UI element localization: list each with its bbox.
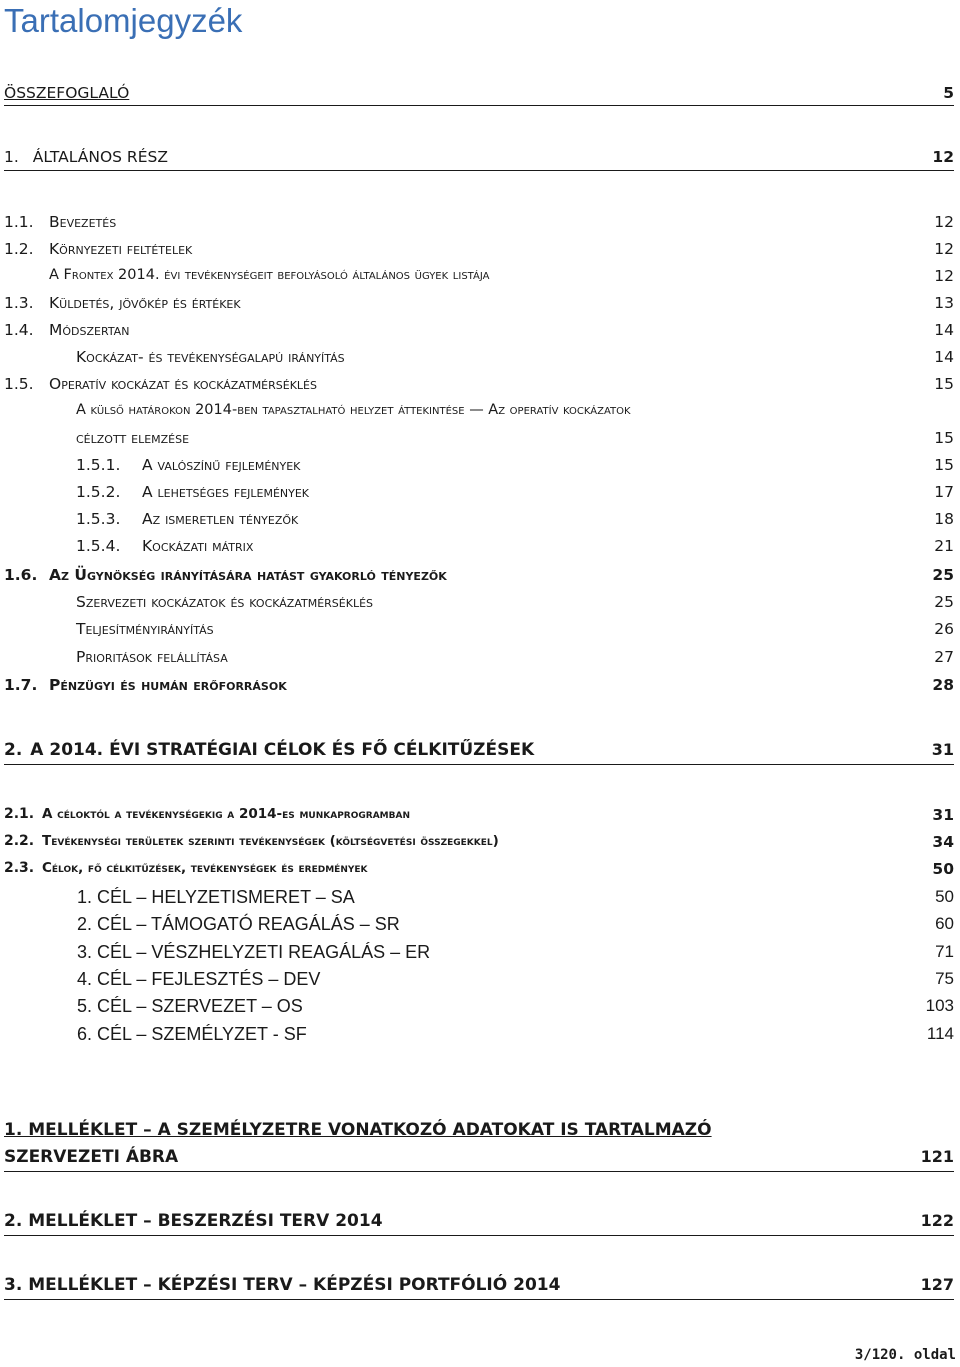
toc-entry-lehetseges[interactable] (0, 483, 960, 509)
toc-entry-cel-2[interactable] (0, 914, 960, 940)
toc-page: 75 (935, 969, 954, 988)
toc-label: 3. MELLÉKLET – KÉPZÉSI TERV – KÉPZÉSI PORTFÓLIÓ 2014 (4, 1275, 561, 1295)
toc-entry-celzott-elemzes[interactable] (0, 429, 960, 455)
toc-label: Pénzügyi és humán erőforrások (49, 676, 287, 694)
toc-entry-melleklet-1[interactable] (0, 1120, 960, 1146)
toc-page: 15 (934, 375, 954, 393)
toc-entry-melleklet-2[interactable] (0, 1211, 960, 1237)
toc-number: 1.5.1. (76, 456, 121, 474)
toc-underline (4, 170, 954, 171)
page-number-footer: 3/120. oldal (854, 1347, 956, 1363)
toc-entry-celok-eredmenyek[interactable] (0, 860, 960, 886)
toc-number: 1.5.2. (76, 483, 121, 501)
toc-entry-cel-5[interactable] (0, 996, 960, 1022)
toc-underline (4, 1235, 954, 1236)
toc-entry-teljesitmenyiranyitas[interactable] (0, 620, 960, 646)
toc-entry-kulso-hatarok[interactable] (0, 402, 960, 428)
toc-label: A külső határokon 2014-ben tapasztalható helyzet áttekintése — Az operatív kockázatok (76, 402, 631, 418)
toc-number: 1.3. (4, 294, 34, 312)
toc-entry-kuldetes[interactable] (0, 294, 960, 320)
toc-entry-ugynokseg-iranyitas[interactable] (0, 566, 960, 592)
toc-label: A lehetséges fejlemények (142, 483, 310, 501)
toc-entry-valoszinu[interactable] (0, 456, 960, 482)
toc-label: Szervezeti kockázatok és kockázatmérséklés (76, 593, 374, 611)
toc-label: Teljesítményirányítás (76, 620, 214, 638)
toc-page: 28 (932, 676, 954, 694)
toc-label: Kockázat- és tevékenységalapú irányítás (76, 348, 345, 366)
toc-entry-prioritasok[interactable] (0, 648, 960, 674)
toc-page: 50 (935, 887, 954, 906)
toc-page: 127 (920, 1275, 954, 1294)
toc-entry-bevezetes[interactable] (0, 213, 960, 239)
toc-underline (4, 764, 954, 765)
toc-page: 14 (934, 348, 954, 366)
toc-label: 5. CÉL – SZERVEZET – OS (77, 996, 303, 1016)
toc-label: Bevezetés (49, 213, 117, 231)
toc-page: 14 (934, 321, 954, 339)
toc-number: 1. (4, 148, 19, 166)
toc-number: 1.7. (4, 676, 38, 694)
toc-page: 25 (932, 566, 954, 584)
toc-label: 1. CÉL – HELYZETISMERET – SA (77, 887, 355, 907)
toc-label: Célok, fő célkitűzések, tevékenységek és eredmények (42, 860, 368, 876)
toc-number: 2.3. (4, 860, 35, 876)
toc-page: 122 (920, 1211, 954, 1230)
toc-number: 1.4. (4, 321, 34, 339)
toc-page: 114 (926, 1024, 954, 1043)
toc-entry-osszefoglalo[interactable] (0, 84, 960, 110)
toc-label: Kockázati mátrix (142, 537, 254, 555)
toc-entry-kockazat-iranyitas[interactable] (0, 348, 960, 374)
toc-page: 17 (934, 483, 954, 501)
toc-page: 15 (934, 429, 954, 447)
toc-underline (4, 1171, 954, 1172)
toc-page: 27 (934, 648, 954, 666)
toc-number: 2.1. (4, 806, 35, 822)
toc-label: Küldetés, jövőkép és értékek (49, 294, 241, 312)
toc-label: 4. CÉL – FEJLESZTÉS – DEV (77, 969, 321, 989)
toc-entry-frontex-ugyek[interactable] (0, 267, 960, 293)
toc-label: 2. CÉL – TÁMOGATÓ REAGÁLÁS – SR (77, 914, 400, 934)
toc-label: 3. CÉL – VÉSZHELYZETI REAGÁLÁS – ER (77, 942, 431, 962)
toc-entry-cel-6[interactable] (0, 1024, 960, 1050)
toc-entry-celoktol-tevekenysegekig[interactable] (0, 806, 960, 832)
toc-label: A 2014. ÉVI STRATÉGIAI CÉLOK ÉS FŐ CÉLKITŰZÉSEK (30, 740, 535, 760)
toc-page: 34 (932, 833, 954, 851)
toc-number: 2.2. (4, 833, 35, 849)
toc-label: célzott elemzése (76, 429, 190, 447)
toc-entry-operativ-kockazat[interactable] (0, 375, 960, 401)
toc-entry-modszertan[interactable] (0, 321, 960, 347)
toc-label: Környezeti feltételek (49, 240, 193, 258)
toc-label: Az ismeretlen tényezők (142, 510, 299, 528)
toc-label: 2. MELLÉKLET – BESZERZÉSI TERV 2014 (4, 1211, 383, 1231)
toc-page: 50 (932, 860, 954, 878)
toc-page: 121 (920, 1147, 954, 1166)
toc-entry-melleklet-1-cont[interactable] (0, 1147, 960, 1173)
toc-label: ÁLTALÁNOS RÉSZ (32, 148, 168, 166)
toc-label: Tevékenységi területek szerinti tevékenységek (költségvetési összegekkel) (42, 833, 499, 849)
toc-entry-tevekenysegi-teruletek[interactable] (0, 833, 960, 859)
toc-label: Módszertan (49, 321, 130, 339)
toc-label: ÖSSZEFOGLALÓ (4, 84, 130, 102)
toc-entry-kornyezeti-feltetelek[interactable] (0, 240, 960, 266)
toc-page: 12 (932, 148, 954, 166)
toc-page: 60 (935, 914, 954, 933)
toc-entry-cel-1[interactable] (0, 887, 960, 913)
toc-underline (4, 105, 954, 106)
toc-entry-cel-3[interactable] (0, 942, 960, 968)
toc-page: 71 (935, 942, 954, 961)
toc-number: 1.5. (4, 375, 34, 393)
toc-number: 1.2. (4, 240, 34, 258)
toc-entry-penzugyi-human[interactable] (0, 676, 960, 702)
toc-number: 2. (4, 740, 23, 760)
toc-number: 1.5.3. (76, 510, 121, 528)
toc-page: 25 (934, 593, 954, 611)
toc-entry-melleklet-3[interactable] (0, 1275, 960, 1301)
toc-entry-cel-4[interactable] (0, 969, 960, 995)
toc-page: 31 (932, 806, 954, 824)
toc-label: Prioritások felállítása (76, 648, 228, 666)
toc-label: Az Ügynökség irányítására hatást gyakorló tényezők (49, 566, 447, 584)
toc-number: 1.6. (4, 566, 38, 584)
toc-label: A Frontex 2014. évi tevékenységeit befolyásoló általános ügyek listája (49, 267, 490, 283)
toc-entry-szervezeti-kockazatok[interactable] (0, 593, 960, 619)
toc-label: 1. MELLÉKLET – A SZEMÉLYZETRE VONATKOZÓ ADATOKAT IS TARTALMAZÓ (4, 1120, 712, 1140)
toc-page: 15 (934, 456, 954, 474)
toc-entry-kockazati-matrix[interactable] (0, 537, 960, 563)
toc-label: 6. CÉL – SZEMÉLYZET - SF (77, 1024, 307, 1044)
toc-page: 31 (931, 740, 954, 759)
toc-label: Operatív kockázat és kockázatmérséklés (49, 375, 317, 393)
toc-page: 21 (934, 537, 954, 555)
toc-underline (4, 1299, 954, 1300)
toc-page: 12 (934, 213, 954, 231)
toc-label: A célοktól a tevékenységekig a 2014-es munkaprogramban (42, 806, 410, 822)
page-title: Tartalomjegyzék (4, 2, 243, 39)
toc-page: 26 (934, 620, 954, 638)
toc-page: 5 (943, 84, 954, 102)
toc-page: 13 (934, 294, 954, 312)
toc-page: 18 (934, 510, 954, 528)
toc-entry-strategiai-celok[interactable] (0, 740, 960, 766)
toc-entry-ismeretlen[interactable] (0, 510, 960, 536)
toc-number: 1.1. (4, 213, 34, 231)
toc-label: A valószínű fejlemények (142, 456, 301, 474)
toc-page: 12 (934, 240, 954, 258)
toc-page: 12 (934, 267, 954, 285)
toc-page: 103 (925, 996, 954, 1015)
toc-label: SZERVEZETI ÁBRA (4, 1147, 179, 1167)
toc-number: 1.5.4. (76, 537, 121, 555)
